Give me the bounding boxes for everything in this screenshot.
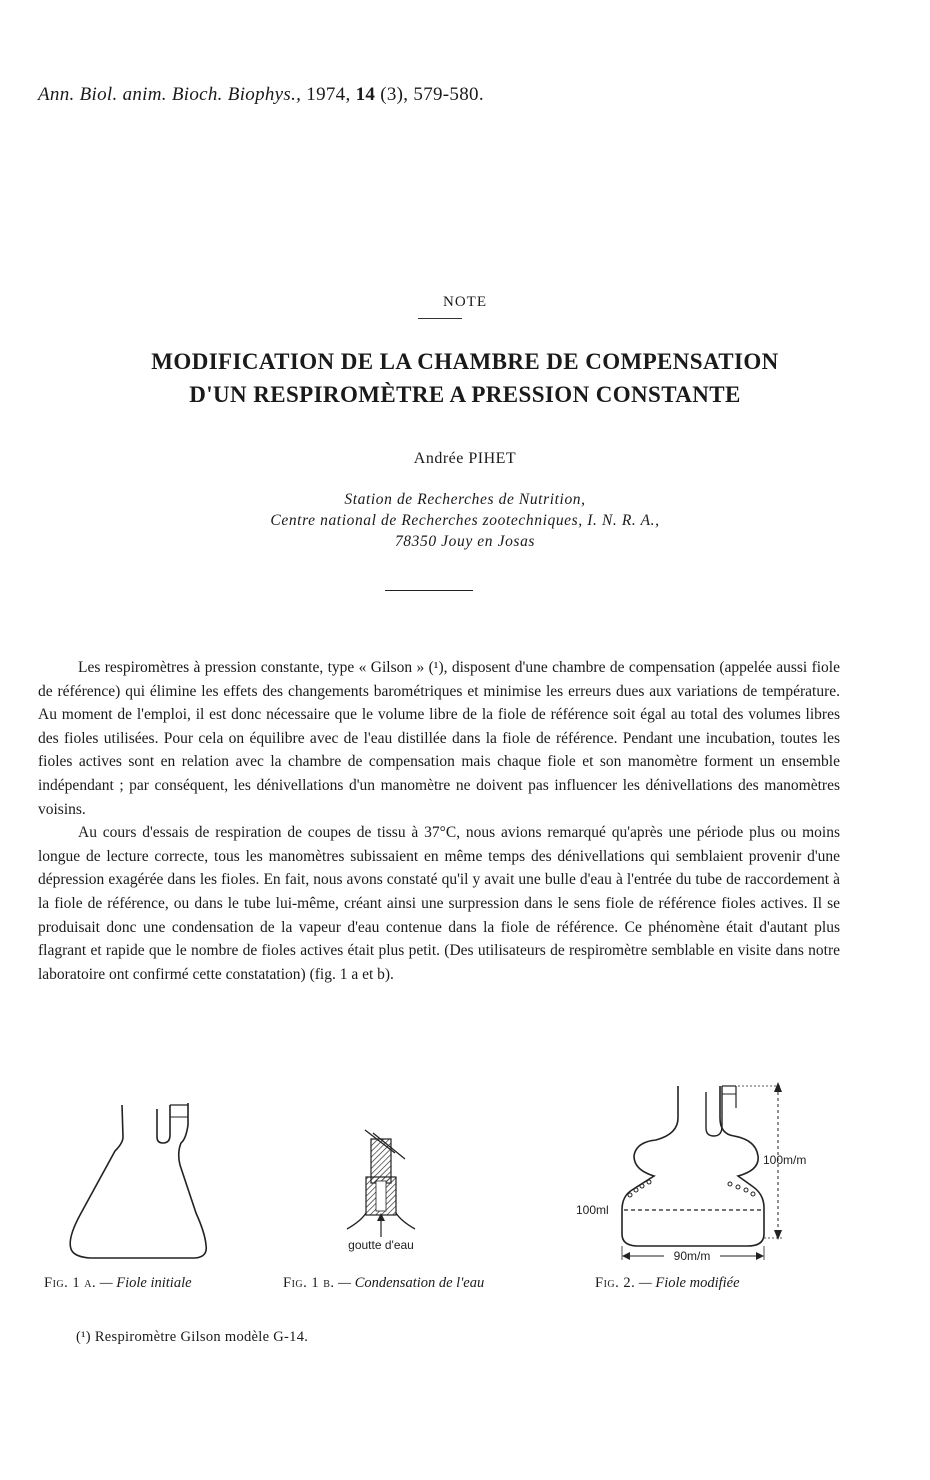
separator-rule bbox=[385, 590, 473, 591]
title-line-2: D'UN RESPIROMÈTRE A PRESSION CONSTANTE bbox=[189, 382, 741, 407]
caption-fig-2-text: — Fiole modifiée bbox=[638, 1275, 740, 1291]
caption-fig-1a-prefix: Fig. 1 a. bbox=[44, 1275, 97, 1291]
fig1b-water-drop-label: goutte d'eau bbox=[348, 1238, 414, 1252]
paragraph-2: Au cours d'essais de respiration de coupes de tissu à 37°C, nous avions remarqué qu'après une période plus ou moins longue de lecture correcte, tous les manomètres subissaient en même temps des dénivellations qui semblaient provenir d'une dépression exagérée dans les fioles. En fait, nous avons constaté qu'il y avait une bulle d'eau à l'entrée du tube de raccordement à la fiole de référence, ou dans le tube lui-même, créant ainsi une surpression dans le sens fiole de référence fioles actives. Il se produisait donc une condensation de la vapeur d'eau contenue dans la fiole de référence. Ce phénomène était d'autant plus flagrant et rapide que le nombre de fioles actives était plus petit. (Des utilisateurs de respiromètre semblable en visite dans notre laboratoire ont confirmé cette constatation) (fig. 1 a et b). bbox=[38, 824, 840, 983]
caption-fig-1b bbox=[283, 1275, 484, 1292]
journal-reference bbox=[38, 84, 484, 106]
affiliation-line-2: Centre national de Recherches zootechniques, I. N. R. A., bbox=[270, 512, 660, 529]
affiliation-line-1: Station de Recherches de Nutrition, bbox=[344, 491, 586, 508]
title-line-1: MODIFICATION DE LA CHAMBRE DE COMPENSATION bbox=[151, 349, 779, 374]
fig2-volume-label: 100ml bbox=[576, 1203, 609, 1217]
caption-fig-2 bbox=[595, 1275, 740, 1292]
fig2-height-label: 100m/m bbox=[763, 1153, 807, 1167]
figure-1b bbox=[335, 1125, 475, 1260]
article-title bbox=[0, 345, 930, 411]
flask-initial-drawing bbox=[60, 1095, 230, 1270]
fig2-width-label: 90m/m bbox=[673, 1249, 711, 1263]
caption-fig-1b-prefix: Fig. 1 b. bbox=[283, 1275, 335, 1291]
journal-volume: 14 bbox=[355, 84, 376, 105]
figure-2 bbox=[570, 1078, 820, 1268]
flask-modified-drawing bbox=[570, 1078, 820, 1268]
journal-year: 1974, bbox=[306, 84, 351, 105]
paragraph-1: Les respiromètres à pression constante, type « Gilson » (¹), disposent d'une chambre de compensation (appelée aussi fiole de référence) qui élimine les effets des changements barométriques et minimise les erreurs dues aux variations de température. Au moment de l'emploi, il est donc nécessaire que le volume libre de la fiole de référence soit égal au total des volumes libres des fioles utilisées. Pour cela on équilibre avec de l'eau distillée dans la fiole de référence. Pendant une incubation, toutes les fioles actives sont en relation avec la chambre de compensation mais chaque fiole et son manomètre forment un ensemble indépendant ; par conséquent, les dénivellations d'un manomètre ne doivent pas influencer les dénivellations des manomètres voisins. bbox=[38, 659, 840, 818]
condensation-drawing bbox=[335, 1125, 475, 1260]
journal-issue-pages: (3), 579-580. bbox=[380, 84, 484, 105]
author-name: Andrée PIHET bbox=[413, 450, 517, 467]
journal-name: Ann. Biol. anim. Bioch. Biophys., bbox=[38, 84, 302, 105]
caption-fig-2-prefix: Fig. 2. bbox=[595, 1275, 636, 1291]
caption-fig-1a bbox=[44, 1275, 192, 1292]
caption-fig-1a-text: — Fiole initiale bbox=[99, 1275, 192, 1291]
affiliation-line-3: 78350 Jouy en Josas bbox=[394, 533, 536, 550]
caption-fig-1b-text: — Condensation de l'eau bbox=[338, 1275, 485, 1291]
footnote: (¹) Respiromètre Gilson modèle G-14. bbox=[76, 1329, 309, 1345]
affiliation bbox=[0, 489, 930, 552]
article-body bbox=[38, 656, 840, 986]
note-underline bbox=[418, 318, 462, 319]
note-label: NOTE bbox=[443, 294, 487, 310]
figure-1a bbox=[60, 1095, 230, 1270]
